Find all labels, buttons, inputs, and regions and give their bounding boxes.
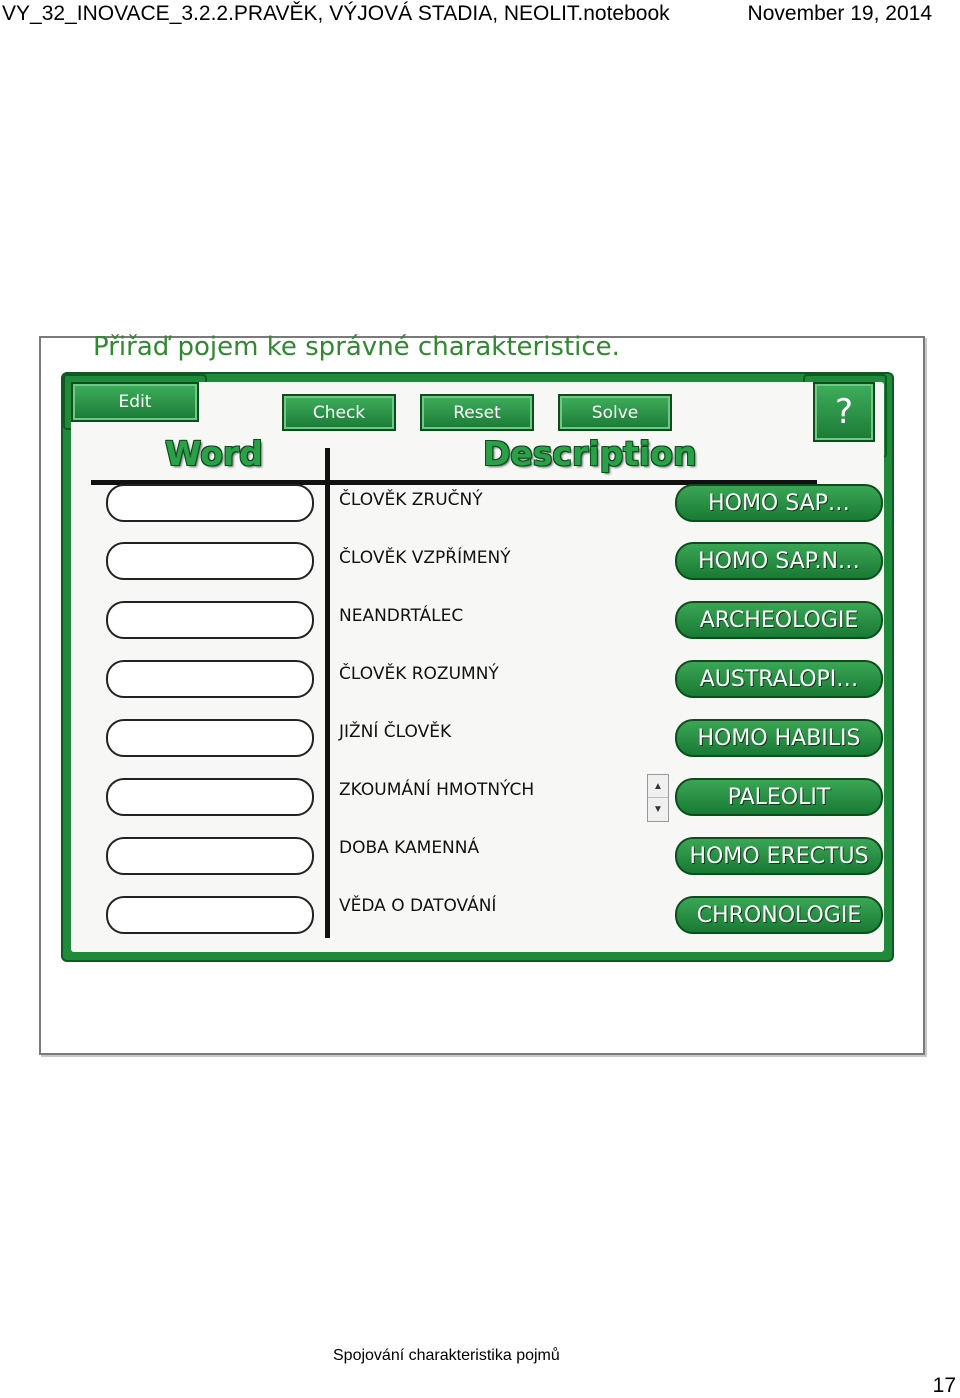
footer-caption: Spojování charakteristika pojmů (333, 1347, 560, 1364)
solve-button[interactable]: Solve (558, 394, 672, 431)
answer-slot[interactable] (106, 542, 314, 580)
word-tile[interactable]: HOMO SAP.N… (675, 542, 883, 580)
answer-slot[interactable] (106, 601, 314, 639)
word-tile[interactable]: AUSTRALOPI… (675, 660, 883, 698)
word-tile[interactable]: ARCHEOLOGIE (675, 601, 883, 639)
answer-slot[interactable] (106, 719, 314, 757)
description-item: VĚDA O DATOVÁNÍ (339, 896, 497, 916)
word-tile[interactable]: HOMO ERECTUS (675, 837, 883, 875)
page-number: 17 (932, 1374, 956, 1397)
description-item: ČLOVĚK ZRUČNÝ (339, 490, 483, 510)
matching-activity (61, 372, 894, 962)
word-tile[interactable]: CHRONOLOGIE (675, 896, 883, 934)
description-item: ČLOVĚK ROZUMNÝ (339, 664, 499, 684)
help-button[interactable]: ? (813, 382, 875, 442)
word-tile[interactable]: HOMO HABILIS (675, 719, 883, 757)
scroll-up-icon[interactable]: ▲ (648, 775, 668, 798)
description-column-heading: Description (483, 434, 697, 473)
activity-area (71, 382, 884, 952)
description-item: ČLOVĚK VZPŘÍMENÝ (339, 548, 511, 568)
task-prompt: Přiřaď pojem ke správné charakteristice. (93, 332, 620, 362)
word-column-heading: Word (165, 434, 263, 473)
slide-panel (39, 332, 925, 1055)
answer-slot[interactable] (106, 484, 314, 522)
description-item: NEANDRTÁLEC (339, 606, 464, 626)
column-divider (325, 448, 330, 938)
scroll-down-icon[interactable]: ▼ (653, 803, 663, 815)
description-scrollbar[interactable] (647, 774, 669, 822)
notebook-title: VY_32_INOVACE_3.2.2.PRAVĚK, VÝJOVÁ STADIA, NEOLIT.notebook (2, 2, 670, 25)
edit-button[interactable]: Edit (71, 382, 199, 422)
answer-slot[interactable] (106, 837, 314, 875)
description-item: ZKOUMÁNÍ HMOTNÝCH (339, 780, 535, 800)
description-item: JIŽNÍ ČLOVĚK (339, 722, 452, 742)
description-item: DOBA KAMENNÁ (339, 838, 480, 858)
reset-button[interactable]: Reset (420, 394, 534, 431)
word-tile[interactable]: HOMO SAP… (675, 484, 883, 522)
answer-slot[interactable] (106, 660, 314, 698)
answer-slot[interactable] (106, 896, 314, 934)
answer-slot[interactable] (106, 778, 314, 816)
check-button[interactable]: Check (282, 394, 396, 431)
word-tile[interactable]: PALEOLIT (675, 778, 883, 816)
date-label: November 19, 2014 (747, 2, 932, 25)
